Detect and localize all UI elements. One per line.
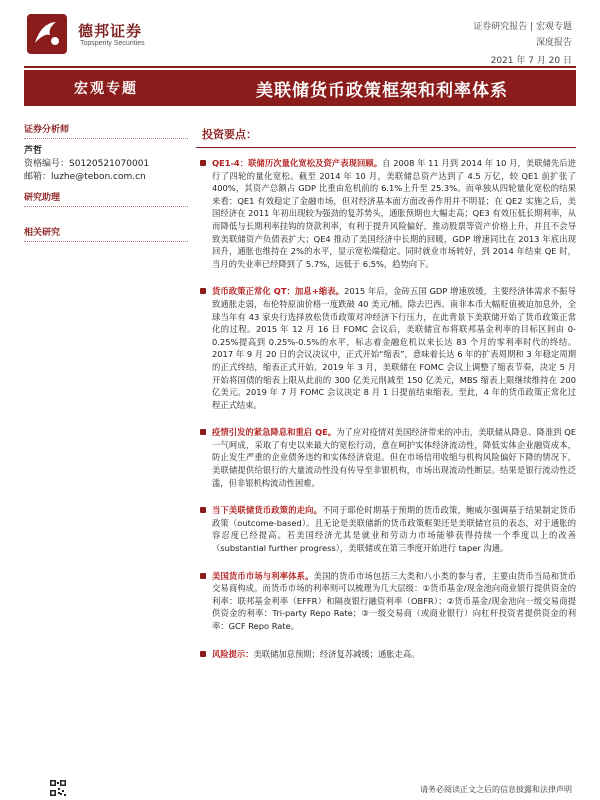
key-point-lead: 货币政策正常化 QT：加息+缩表。 (212, 286, 345, 297)
analyst-license: 资格编号：S0120521070001 (24, 159, 150, 169)
bullet-square-icon (200, 429, 206, 435)
research-assistant-title: 研究助理 (24, 190, 188, 207)
key-points-heading: 投资要点： (196, 126, 576, 148)
key-point-lead: QE1-4：联储历次量化宽松及资产表现回顾。 (212, 158, 383, 168)
key-point-item (196, 285, 576, 411)
bullet-square-icon (200, 651, 206, 657)
key-points-section (196, 126, 576, 675)
key-point-item (196, 504, 576, 554)
key-point-item (196, 426, 576, 489)
key-point-body: 美联储加息预期；经济复苏减缓；通胀走高。 (253, 648, 420, 659)
key-point-lead: 美国货币市场与利率体系。 (212, 570, 314, 581)
analyst-email[interactable]: 邮箱：luzhe@tebon.com.cn (24, 172, 146, 182)
report-type-label: 证券研究报告 | 宏观专题 (473, 22, 572, 32)
key-point-body: 自 2008 年 11 月到 2014 年 10 月，美联储先后进行了四轮的量化宽松。截至 2014 年 10 月，美联储总资产达到了 4.5 万亿，较 QE1 前扩张了 400%，其资产总额占 GDP 比重由危机前的 6.1%上升至 25.3%。而单独从四轮量化宽松的结果来看：QE1 有效稳定了金融市场，但对经济基本面方面改善作用并不明显；在 QE2 实施之后，美国经济在 2011 年初出现较为强劲的复苏势头，通胀预期也大幅走高；QE3 有效压低长期利率，从而降低与长期利率挂钩的贷款利率，有利于提升风险偏好，推动股票等资产价格上升，并且不会导致美联储资产负债表扩大；QE4 推动了美国经济中长期的回暖，GDP 增速同比在 2013 年底出现回升，通胀也维持在 2%的水平，显示宽松端稳定。同时就业市场转好，到 2014 年结束 QE 时，当月的失业率已经降到了 5.7%，远低于 6.5%，趋势向下。 (212, 158, 576, 269)
key-point-item (196, 157, 576, 270)
qr-code-icon (50, 780, 66, 796)
analyst-title: 证券分析师 (24, 122, 188, 139)
report-header (0, 0, 600, 66)
tebon-logo-icon (26, 13, 68, 55)
key-point-item (196, 570, 576, 633)
report-type (473, 19, 572, 51)
key-point-body: 不同于耶伦时期基于预期的货币政策，鲍威尔强调基于结果制定货币政策（outcome-based）。且无论是美联储新的货币政策框架还是美联储官员的表态，对于通胀的容忍度已经提高。若美国经济尤其是就业和劳动力市场能够获得持续一个季度以上的改善（substantial further progress），美联储或在第三季度开始进行 taper 沟通。 (212, 505, 576, 554)
brand-name-en: Topsperity Securities (80, 40, 145, 47)
sidebar (24, 70, 188, 242)
bullet-square-icon (200, 507, 206, 513)
report-subtype-label: 深度报告 (535, 38, 572, 48)
key-point-lead: 当下美联储货币政策的走向。 (212, 505, 323, 516)
bullet-square-icon (200, 573, 206, 579)
brand-name: 德邦证券 (78, 22, 143, 40)
header-divider (24, 66, 576, 68)
key-point-body: 为了应对疫情对美国经济带来的冲击，美联储从降息、降准到 QE 一气呵成，采取了有史以来最大的宽松行动，意在呵护实体经济流动性，降低实体企业融资成本，防止发生严重的企业债务违约和实体经济衰退。但在市场信用收缩与机构风险偏好下降的情况下，美联储提供给银行的大量流动性没有传导至非银机构，市场出现流动性断层。结果是银行流动性泛滥，但非银机构流动性困难。 (212, 427, 576, 488)
key-point-body: 2015 年后，金砖五国 GDP 增速放缓，主要经济体需求不振导致通胀走弱，布伦特原油价格一度跌破 40 美元/桶。除去巴西、南非本币大幅贬值被迫加息外，全球当年有 43 家央行选择放松货币政策对冲经济下行压力，在此背景下美联储开始了货币政策正常化的过程。2015 年 12 月 16 日 FOMC 会议后，美联储宣布将联邦基金利率的目标区间由 0-0.25%提高到 0.25%-0.5%的水平，标志着金融危机以来长达 83 个月的零利率时代的终结。2017 年 9 月 20 日的会议决议中，正式开始“缩表”，意味着长达 6 年的扩表周期和 3 年稳定周期的正式终结，缩表正式开始。2019 年 3 月，美联储在 FOMC 会议上调整了缩表节奏，决定 5 月开始将国债的缩表上限从此前的 300 亿美元削减至 150 亿美元，MBS 缩表上限继续维持在 200 亿美元。2019 年 7 月 FOMC 会议决定 8 月 1 日提前结束缩表。至此，4 年的货币政策正常化过程正式结束。 (212, 286, 576, 410)
bullet-square-icon (200, 288, 206, 294)
key-point-item (196, 648, 576, 661)
key-point-lead: 风险提示： (212, 648, 254, 659)
report-footer (0, 776, 600, 800)
bullet-square-icon (200, 160, 206, 166)
report-title: 美联储货币政策框架和利率体系 (188, 70, 576, 106)
analyst-info (24, 145, 188, 184)
report-date: 2021 年 7 月 20 日 (490, 56, 572, 66)
analyst-name: 芦哲 (24, 146, 43, 156)
key-point-lead: 疫情引发的紧急降息和重启 QE。 (212, 427, 337, 438)
disclaimer-text: 请务必阅读正文之后的信息披露和法律声明 (420, 785, 572, 794)
related-research-title: 相关研究 (24, 225, 188, 242)
key-point-body: 美国的货币市场包括三大类和八小类的参与者，主要由货币当局和货币交易商构成。而货币市场的利率则可以梳理为几大层级：①货币基金/现金池向商业银行提供资金的利率：联邦基金利率（EFFR）和隔夜银行融资利率（OBFR）；②货币基金/现金池向一级交易商提供资金的利率：Tri-party Repo Rate；③一级交易商（或商业银行）向杠杆投资者提供资金的利率：GCF Repo Rate。 (212, 570, 576, 631)
section-label: 宏观专题 (24, 70, 188, 106)
